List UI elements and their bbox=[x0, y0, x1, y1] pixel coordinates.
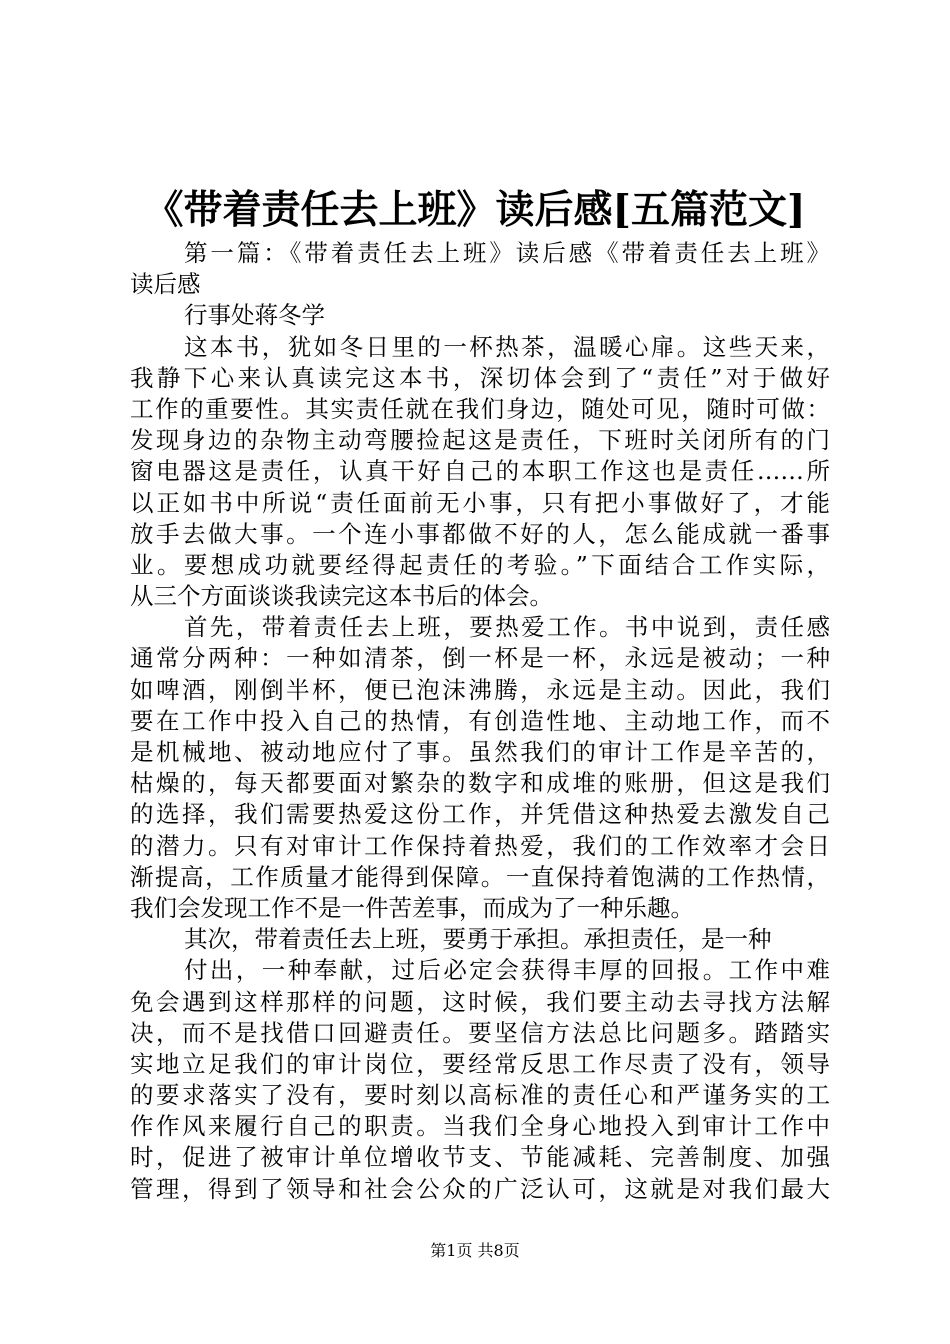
text-line: 第一篇：《带着责任去上班》读后感《带着责任去上班》 bbox=[184, 239, 830, 267]
text-line: 首先，带着责任去上班，要热爱工作。书中说到，责任感 bbox=[184, 613, 830, 642]
text-line: 的潜力。只有对审计工作保持着热爱，我们的工作效率才会日 bbox=[130, 831, 830, 860]
text-line: 业。要想成功就要经得起责任的考验。”下面结合工作实际， bbox=[130, 550, 830, 579]
document-title: 《带着责任去上班》读后感[五篇范文] bbox=[144, 187, 806, 233]
document-body bbox=[130, 238, 830, 1205]
text-line: 免会遇到这样那样的问题，这时候，我们要主动去寻找方法解 bbox=[130, 987, 830, 1016]
text-line: 读后感 bbox=[130, 270, 201, 299]
text-line: 要在工作中投入自己的热情，有创造性地、主动地工作，而不 bbox=[130, 706, 830, 735]
author-line: 行事处蒋冬学 bbox=[184, 301, 325, 330]
page-number: 第1页 共8页 bbox=[430, 1241, 520, 1260]
text-line: 从三个方面谈谈我读完这本书后的体会。 bbox=[130, 582, 553, 611]
text-line: 以正如书中所说“责任面前无小事，只有把小事做好了，才能 bbox=[130, 488, 830, 517]
text-line: 如啤酒，刚倒半杯，便已泡沫沸腾，永远是主动。因此，我们 bbox=[130, 675, 830, 704]
text-line: 工作的重要性。其实责任就在我们身边，随处可见，随时可做： bbox=[130, 394, 830, 423]
text-line: 管理，得到了领导和社会公众的广泛认可，这就是对我们最大 bbox=[130, 1174, 830, 1203]
text-line: 的选择，我们需要热爱这份工作，并凭借这种热爱去激发自己 bbox=[130, 800, 830, 829]
text-line: 窗电器这是责任，认真干好自己的本职工作这也是责任……所 bbox=[130, 457, 830, 486]
text-line: 发现身边的杂物主动弯腰捡起这是责任，下班时关闭所有的门 bbox=[130, 426, 830, 455]
text-line: 我静下心来认真读完这本书，深切体会到了“责任”对于做好 bbox=[130, 363, 830, 392]
text-line: 的要求落实了没有，要时刻以高标准的责任心和严谨务实的工 bbox=[130, 1081, 830, 1110]
text-line: 这本书，犹如冬日里的一杯热茶，温暖心扉。这些天来， bbox=[184, 332, 830, 361]
text-line: 其次，带着责任去上班，要勇于承担。承担责任，是一种 bbox=[184, 925, 772, 954]
text-line: 付出，一种奉献，过后必定会获得丰厚的回报。工作中难 bbox=[184, 956, 830, 985]
text-line: 渐提高，工作质量才能得到保障。一直保持着饱满的工作热情， bbox=[130, 862, 830, 891]
text-line: 作作风来履行自己的职责。当我们全身心地投入到审计工作中 bbox=[130, 1112, 830, 1141]
text-line: 决，而不是找借口回避责任。要坚信方法总比问题多。踏踏实 bbox=[130, 1018, 830, 1047]
text-line: 我们会发现工作不是一件苦差事，而成为了一种乐趣。 bbox=[130, 893, 694, 922]
text-line: 是机械地、被动地应付了事。虽然我们的审计工作是辛苦的， bbox=[130, 738, 830, 766]
text-line: 时，促进了被审计单位增收节支、节能减耗、完善制度、加强 bbox=[130, 1143, 830, 1172]
text-line: 通常分两种：一种如清茶，倒一杯是一杯，永远是被动；一种 bbox=[130, 644, 830, 673]
text-line: 枯燥的，每天都要面对繁杂的数字和成堆的账册，但这是我们 bbox=[130, 769, 830, 798]
text-line: 实地立足我们的审计岗位，要经常反思工作尽责了没有，领导 bbox=[130, 1049, 830, 1078]
text-line: 放手去做大事。一个连小事都做不好的人，怎么能成就一番事 bbox=[130, 519, 830, 548]
